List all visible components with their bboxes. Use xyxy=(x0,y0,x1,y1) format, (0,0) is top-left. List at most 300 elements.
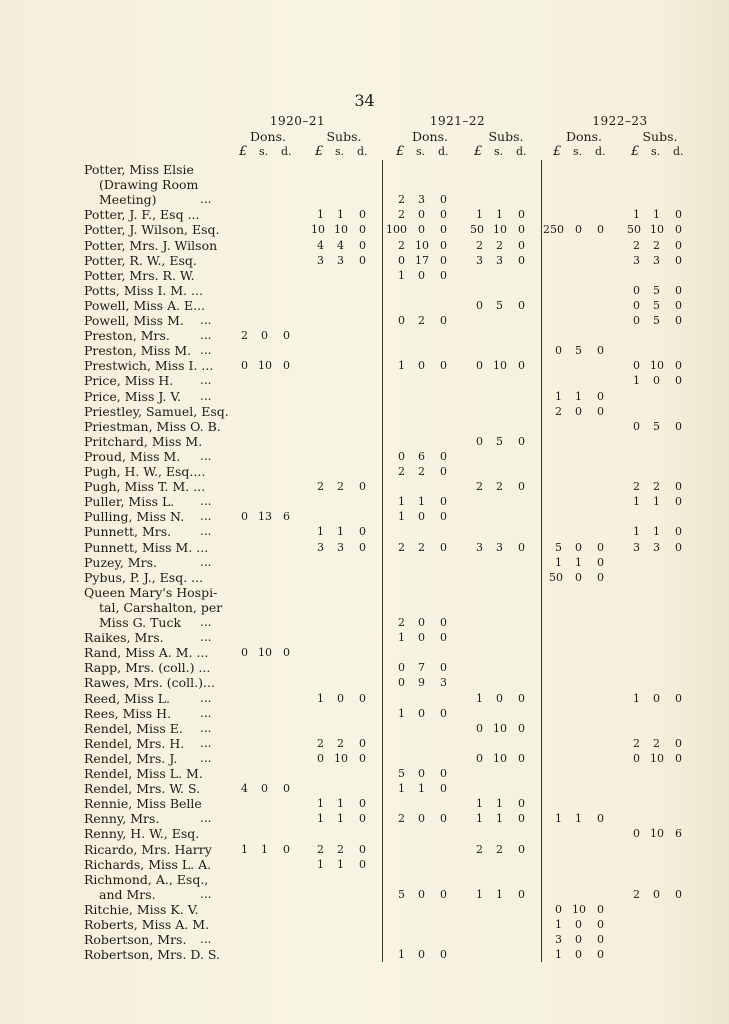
amount-pounds: 1 xyxy=(476,887,483,901)
leader-dots: ... xyxy=(200,388,212,403)
amount-cell xyxy=(398,268,458,283)
amount-shillings: 2 xyxy=(653,736,660,750)
unit-header-shillings: s. xyxy=(573,145,583,158)
subscriber-name: and Mrs. xyxy=(99,886,156,902)
amount-pounds: 0 xyxy=(633,419,640,433)
subscriber-name: Rendel, Mrs. J. xyxy=(84,750,178,766)
amount-shillings: 0 xyxy=(418,268,425,282)
amount-shillings: 3 xyxy=(653,253,660,267)
amount-shillings: 10 xyxy=(415,238,429,252)
amount-cell xyxy=(398,192,458,207)
amount-shillings: 10 xyxy=(258,359,272,373)
subscriber-name: Richards, Miss L. A. xyxy=(84,856,212,872)
table-row xyxy=(0,328,729,343)
subscriber-name: tal, Carshalton, per xyxy=(99,599,223,615)
subscriber-name: Proud, Miss M. xyxy=(84,448,181,464)
amount-pounds: 3 xyxy=(317,540,324,554)
amount-pence: 0 xyxy=(597,933,604,947)
amount-cell xyxy=(398,887,458,902)
amount-shillings: 0 xyxy=(575,933,582,947)
amount-pounds: 0 xyxy=(633,314,640,327)
amount-pounds: 2 xyxy=(398,616,405,629)
amount-cell xyxy=(398,464,458,479)
amount-cell xyxy=(317,751,377,766)
subscriber-name: Puller, Miss L. xyxy=(84,494,175,510)
amount-pounds: 50 xyxy=(549,570,563,584)
amount-shillings: 0 xyxy=(575,404,582,418)
amount-cell xyxy=(317,479,377,494)
amount-pence: 0 xyxy=(359,812,366,826)
table-row xyxy=(0,781,729,796)
amount-pence: 0 xyxy=(675,691,682,705)
amount-cell xyxy=(476,540,536,555)
amount-cell xyxy=(476,842,536,857)
amount-pounds: 2 xyxy=(398,812,405,826)
amount-pence: 0 xyxy=(440,268,447,282)
amount-cell xyxy=(476,434,536,449)
table-row xyxy=(0,449,729,464)
amount-pence: 0 xyxy=(518,887,525,901)
amount-cell xyxy=(476,887,536,902)
amount-cell xyxy=(633,479,693,494)
amount-pence: 0 xyxy=(283,782,290,796)
amount-pence: 0 xyxy=(440,223,447,237)
leader-dots: ... xyxy=(200,448,212,463)
amount-pounds: 4 xyxy=(317,238,324,252)
amount-pounds: 1 xyxy=(476,812,483,826)
subscriber-name: Pugh, H. W., Esq.... xyxy=(84,464,206,479)
subscriber-name: Potter, Miss Elsie xyxy=(84,162,194,177)
amount-pence: 0 xyxy=(518,540,525,554)
amount-pounds: 1 xyxy=(317,525,324,539)
leader-dots: ... xyxy=(200,735,212,750)
amount-pounds: 2 xyxy=(317,736,324,750)
amount-shillings: 5 xyxy=(653,419,660,433)
amount-shillings: 1 xyxy=(496,208,503,222)
amount-pence: 0 xyxy=(518,480,525,494)
amount-pounds: 3 xyxy=(555,933,562,947)
amount-pence: 0 xyxy=(597,948,604,962)
amount-cell xyxy=(470,222,536,237)
amount-shillings: 1 xyxy=(653,208,660,222)
amount-pounds: 1 xyxy=(317,208,324,222)
leader-dots: ... xyxy=(200,524,212,539)
unit-header-pence: d. xyxy=(516,145,527,158)
amount-shillings: 0 xyxy=(575,223,582,237)
amount-pence: 0 xyxy=(440,314,447,327)
amount-pounds: 1 xyxy=(555,389,562,403)
amount-pounds: 1 xyxy=(398,948,405,962)
amount-cell xyxy=(317,736,377,751)
amount-shillings: 10 xyxy=(493,359,507,373)
amount-cell xyxy=(398,811,458,826)
table-row xyxy=(0,207,729,222)
subscriber-name: Renny, H. W., Esq. xyxy=(84,826,200,842)
amount-shillings: 0 xyxy=(418,812,425,826)
amount-cell xyxy=(398,781,458,796)
amount-pence: 0 xyxy=(518,434,525,448)
table-row xyxy=(0,177,729,192)
amount-cell xyxy=(476,796,536,811)
unit-header-pounds: £ xyxy=(396,144,405,159)
amount-pounds: 0 xyxy=(555,902,562,916)
amount-shillings: 5 xyxy=(653,283,660,297)
subscriber-name: Renny, Mrs. xyxy=(84,811,160,827)
amount-pence: 0 xyxy=(675,887,682,901)
unit-header-pence: d. xyxy=(357,145,368,158)
amount-cell xyxy=(398,494,458,509)
amount-pence: 0 xyxy=(359,208,366,222)
amount-pounds: 2 xyxy=(633,238,640,252)
amount-pounds: 2 xyxy=(476,238,483,252)
amount-cell xyxy=(311,222,377,237)
year-header-1922-23: 1922–23 xyxy=(592,114,648,128)
amount-shillings: 10 xyxy=(650,359,664,373)
table-row xyxy=(0,343,729,358)
subscriber-name: Rendel, Mrs. W. S. xyxy=(84,781,201,797)
subscriber-name: Prestwich, Miss I. ... xyxy=(84,358,214,374)
table-row xyxy=(0,842,729,857)
amount-pounds: 2 xyxy=(633,887,640,901)
amount-cell xyxy=(317,796,377,811)
table-row xyxy=(0,947,729,962)
amount-pounds: 1 xyxy=(398,495,405,509)
amount-pence: 0 xyxy=(440,661,447,675)
subscriber-name: Punnett, Mrs. xyxy=(84,524,172,540)
subscriber-name: Rendel, Miss L. M. xyxy=(84,766,203,781)
col-header-subs-3: Subs. xyxy=(642,129,678,144)
amount-pounds: 1 xyxy=(633,525,640,539)
col-header-subs-1: Subs. xyxy=(326,129,362,144)
table-row xyxy=(0,736,729,751)
amount-pence: 0 xyxy=(597,344,604,358)
amount-shillings: 5 xyxy=(653,298,660,312)
subscriber-name: Robertson, Mrs. xyxy=(84,932,187,948)
amount-pence: 0 xyxy=(440,359,447,373)
page-number: 34 xyxy=(354,91,375,110)
unit-header-pounds: £ xyxy=(631,144,640,159)
amount-cell xyxy=(633,238,693,253)
leader-dots: ... xyxy=(200,720,212,735)
amount-shillings: 2 xyxy=(653,238,660,252)
subscriber-name: Rennie, Miss Belle xyxy=(84,796,202,812)
amount-pence: 0 xyxy=(597,555,604,569)
amount-shillings: 17 xyxy=(415,253,429,267)
leader-dots: ... xyxy=(200,373,212,388)
amount-pence: 0 xyxy=(597,918,604,931)
amount-shillings: 10 xyxy=(334,223,348,237)
amount-cell xyxy=(633,373,693,388)
amount-pence: 0 xyxy=(597,389,604,403)
amount-cell xyxy=(633,826,693,841)
amount-pence: 0 xyxy=(440,812,447,826)
amount-shillings: 0 xyxy=(418,616,425,629)
amount-cell xyxy=(633,751,693,766)
subscriber-name: Reed, Miss L. xyxy=(84,690,171,706)
amount-cell xyxy=(317,540,377,555)
subscriber-name: Robertson, Mrs. D. S. xyxy=(84,947,221,963)
amount-pounds: 2 xyxy=(241,329,248,343)
subscriber-name: Rapp, Mrs. (coll.) ... xyxy=(84,660,211,676)
amount-shillings: 2 xyxy=(337,736,344,750)
amount-pounds: 3 xyxy=(476,253,483,267)
unit-header-pounds: £ xyxy=(315,144,324,159)
unit-header-pounds: £ xyxy=(553,144,562,159)
amount-pence: 0 xyxy=(359,857,366,871)
amount-pence: 0 xyxy=(675,540,682,554)
amount-cell xyxy=(555,404,615,419)
amount-shillings: 0 xyxy=(418,223,425,237)
table-row xyxy=(0,811,729,826)
amount-cell xyxy=(241,645,301,660)
table-row xyxy=(0,222,729,237)
amount-pence: 0 xyxy=(359,525,366,539)
amount-cell xyxy=(555,917,615,932)
leader-dots: ... xyxy=(200,328,212,343)
leader-dots: ... xyxy=(200,509,212,524)
leader-dots: ... xyxy=(200,554,212,569)
leader-dots: ... xyxy=(200,690,212,705)
amount-pounds: 5 xyxy=(398,767,405,780)
table-row xyxy=(0,585,729,600)
amount-shillings: 10 xyxy=(650,223,664,237)
amount-pence: 0 xyxy=(440,208,447,222)
amount-shillings: 1 xyxy=(337,812,344,826)
amount-cell xyxy=(555,947,615,962)
amount-shillings: 0 xyxy=(418,706,425,720)
amount-pounds: 1 xyxy=(555,918,562,931)
subscriber-name: Pybus, P. J., Esq. ... xyxy=(84,569,204,585)
amount-pence: 0 xyxy=(518,238,525,252)
amount-shillings: 1 xyxy=(337,857,344,871)
subscriber-name: Potter, J. Wilson, Esq. xyxy=(84,222,220,238)
amount-cell xyxy=(398,253,458,268)
amount-pounds: 0 xyxy=(241,359,248,373)
table-row xyxy=(0,917,729,932)
amount-cell xyxy=(633,419,693,434)
amount-pounds: 0 xyxy=(317,751,324,765)
leader-dots: ... xyxy=(200,192,212,207)
amount-shillings: 5 xyxy=(575,344,582,358)
col-header-dons-3: Dons. xyxy=(566,129,602,144)
amount-pounds: 0 xyxy=(398,661,405,675)
amount-cell xyxy=(398,630,458,645)
amount-cell xyxy=(476,238,536,253)
amount-shillings: 2 xyxy=(496,842,503,856)
amount-shillings: 3 xyxy=(496,253,503,267)
amount-shillings: 0 xyxy=(418,887,425,901)
amount-cell xyxy=(398,540,458,555)
amount-pounds: 1 xyxy=(317,691,324,705)
table-row xyxy=(0,932,729,947)
amount-pounds: 2 xyxy=(398,208,405,222)
amount-cell xyxy=(543,222,615,237)
amount-cell xyxy=(398,615,458,630)
amount-pounds: 1 xyxy=(555,555,562,569)
amount-shillings: 0 xyxy=(653,887,660,901)
amount-pence: 6 xyxy=(675,827,682,841)
amount-shillings: 3 xyxy=(337,253,344,267)
amount-cell xyxy=(633,540,693,555)
amount-pence: 0 xyxy=(597,404,604,418)
table-row xyxy=(0,509,729,524)
table-row xyxy=(0,645,729,660)
amount-pence: 0 xyxy=(359,751,366,765)
amount-pounds: 0 xyxy=(398,253,405,267)
amount-pence: 0 xyxy=(675,238,682,252)
amount-pence: 0 xyxy=(518,691,525,705)
amount-pounds: 0 xyxy=(241,646,248,660)
amount-pence: 0 xyxy=(359,480,366,494)
amount-shillings: 2 xyxy=(337,480,344,494)
leader-dots: ... xyxy=(200,886,212,901)
amount-pence: 0 xyxy=(440,887,447,901)
subscriber-name: Rendel, Mrs. H. xyxy=(84,735,185,751)
amount-shillings: 1 xyxy=(575,389,582,403)
amount-pounds: 0 xyxy=(241,510,248,524)
amount-pence: 0 xyxy=(283,842,290,856)
amount-pounds: 0 xyxy=(633,283,640,297)
amount-pounds: 1 xyxy=(241,842,248,856)
subscriber-name: Preston, Mrs. xyxy=(84,328,170,344)
amount-shillings: 10 xyxy=(572,902,586,916)
amount-cell xyxy=(476,358,536,373)
amount-cell xyxy=(476,751,536,766)
amount-pounds: 250 xyxy=(543,223,564,237)
amount-pounds: 1 xyxy=(317,812,324,826)
amount-cell xyxy=(241,358,301,373)
table-row xyxy=(0,887,729,902)
amount-pounds: 2 xyxy=(398,465,405,478)
amount-pence: 0 xyxy=(675,736,682,750)
table-row xyxy=(0,615,729,630)
amount-shillings: 7 xyxy=(418,661,425,675)
table-row xyxy=(0,524,729,539)
amount-pence: 0 xyxy=(518,253,525,267)
subscriber-name: Pulling, Miss N. xyxy=(84,509,185,525)
subscriber-name: Priestman, Miss O. B. xyxy=(84,418,221,434)
table-row xyxy=(0,464,729,479)
amount-pounds: 2 xyxy=(317,842,324,856)
table-row xyxy=(0,826,729,841)
amount-pence: 0 xyxy=(283,359,290,373)
subscriber-name: Roberts, Miss A. M. xyxy=(84,917,210,932)
table-row xyxy=(0,796,729,811)
amount-pounds: 2 xyxy=(476,842,483,856)
amount-cell xyxy=(317,207,377,222)
amount-cell xyxy=(633,494,693,509)
amount-shillings: 0 xyxy=(418,767,425,780)
amount-cell xyxy=(627,222,693,237)
amount-pounds: 50 xyxy=(627,223,641,237)
amount-shillings: 1 xyxy=(496,812,503,826)
leader-dots: ... xyxy=(200,343,212,358)
amount-cell xyxy=(633,524,693,539)
subscriber-name: Meeting) xyxy=(99,192,157,208)
amount-pence: 0 xyxy=(359,223,366,237)
table-row xyxy=(0,675,729,690)
amount-shillings: 1 xyxy=(653,495,660,509)
amount-pounds: 0 xyxy=(633,827,640,841)
amount-pounds: 3 xyxy=(317,253,324,267)
subscriber-name: Potter, J. F., Esq ... xyxy=(84,207,200,223)
amount-cell xyxy=(555,343,615,358)
amount-pence: 0 xyxy=(675,208,682,222)
amount-cell xyxy=(633,736,693,751)
amount-pence: 0 xyxy=(518,812,525,826)
unit-header-shillings: s. xyxy=(259,145,269,158)
amount-cell xyxy=(398,238,458,253)
amount-shillings: 3 xyxy=(653,540,660,554)
amount-cell xyxy=(476,207,536,222)
amount-pounds: 0 xyxy=(555,344,562,358)
subscriber-name: Priestley, Samuel, Esq. xyxy=(84,403,229,419)
table-row xyxy=(0,555,729,570)
subscriber-name: Pritchard, Miss M. xyxy=(84,433,203,449)
amount-shillings: 0 xyxy=(418,948,425,962)
amount-pence: 0 xyxy=(440,782,447,796)
amount-pounds: 2 xyxy=(555,404,562,418)
amount-shillings: 0 xyxy=(418,510,425,524)
table-row xyxy=(0,358,729,373)
amount-pence: 0 xyxy=(518,751,525,765)
amount-pence: 0 xyxy=(518,223,525,237)
amount-pence: 0 xyxy=(440,495,447,509)
unit-header-shillings: s. xyxy=(335,145,345,158)
amount-shillings: 2 xyxy=(337,842,344,856)
subscriber-name: Price, Miss J. V. xyxy=(84,388,182,404)
amount-pounds: 10 xyxy=(311,223,325,237)
amount-cell xyxy=(398,313,458,328)
amount-shillings: 10 xyxy=(493,751,507,765)
amount-pounds: 2 xyxy=(633,480,640,494)
amount-pence: 0 xyxy=(440,948,447,962)
amount-shillings: 3 xyxy=(337,540,344,554)
amount-shillings: 10 xyxy=(650,827,664,841)
table-row xyxy=(0,283,729,298)
amount-pence: 0 xyxy=(675,298,682,312)
table-row xyxy=(0,298,729,313)
amount-shillings: 10 xyxy=(258,646,272,660)
col-header-dons-1: Dons. xyxy=(250,129,286,144)
amount-cell xyxy=(317,811,377,826)
subscriber-name: Rawes, Mrs. (coll.)... xyxy=(84,675,215,691)
table-row xyxy=(0,630,729,645)
amount-cell xyxy=(398,766,458,781)
amount-pounds: 2 xyxy=(633,736,640,750)
amount-pence: 0 xyxy=(518,298,525,312)
leader-dots: ... xyxy=(200,705,212,720)
amount-cell xyxy=(398,706,458,721)
subscriber-name: Rees, Miss H. xyxy=(84,705,172,721)
amount-pounds: 1 xyxy=(398,510,405,524)
amount-cell xyxy=(398,660,458,675)
amount-shillings: 0 xyxy=(337,691,344,705)
subscriber-name: Potter, Mrs. J. Wilson xyxy=(84,237,218,253)
amount-pence: 0 xyxy=(518,208,525,222)
amount-shillings: 1 xyxy=(575,555,582,569)
amount-cell xyxy=(633,313,693,328)
table-row xyxy=(0,872,729,887)
subscriber-name: Potts, Miss I. M. ... xyxy=(84,282,203,298)
subscriber-name: Price, Miss H. xyxy=(84,373,174,389)
amount-pounds: 2 xyxy=(398,540,405,554)
amount-pence: 0 xyxy=(675,374,682,388)
subscriber-name: Potter, R. W., Esq. xyxy=(84,252,197,268)
unit-header-pounds: £ xyxy=(239,144,248,159)
subscriber-name: Rendel, Miss E. xyxy=(84,720,183,736)
amount-shillings: 10 xyxy=(493,223,507,237)
